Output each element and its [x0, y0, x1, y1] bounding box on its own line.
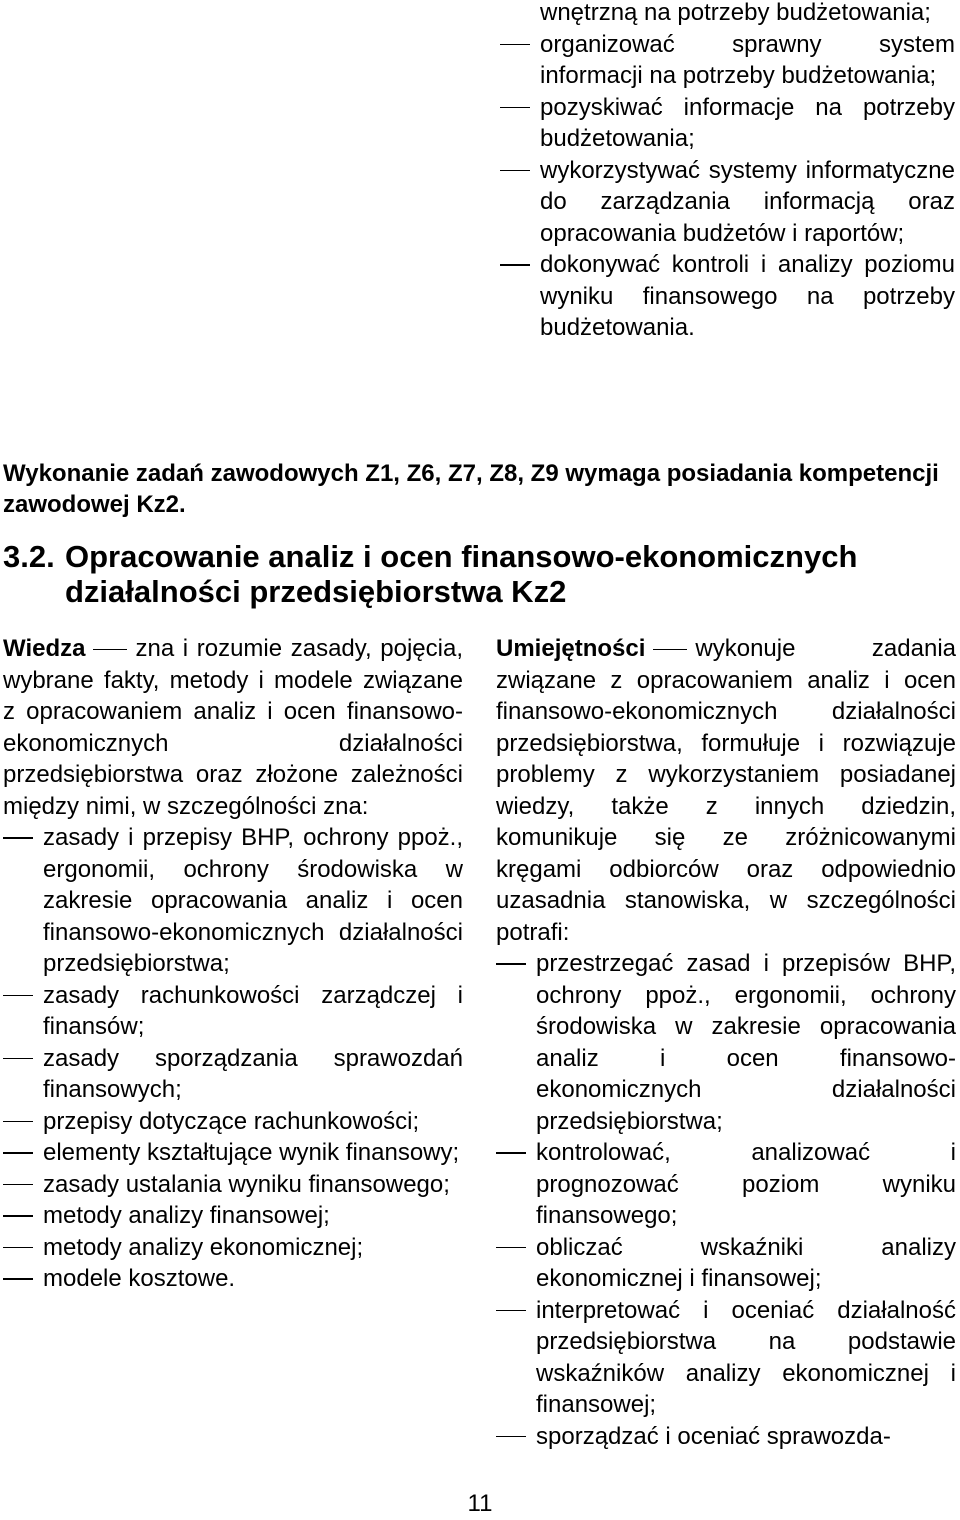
section-number: 3.2.: [3, 539, 55, 574]
knowledge-column: [3, 633, 463, 1295]
skills-heading: Umiejętności: [496, 635, 646, 662]
list-item: dokonywać kontroli i analizy poziomu wyniku finansowego na potrzeby budżetowania.: [500, 249, 955, 344]
page-number: 11: [467, 1490, 493, 1517]
list-item: sporządzać i oceniać sprawozda-: [496, 1421, 956, 1453]
section-heading: [3, 539, 943, 609]
list-item: przepisy dotyczące rachunkowości;: [3, 1106, 463, 1138]
list-item: przestrzegać zasad i przepisów BHP, ochrony ppoż., ergonomii, ochrony środowiska w zakresie opracowania analiz i ocen finansowo-ekonomicznych działalności przedsiębiorstwa;: [496, 948, 956, 1137]
skills-column: [496, 633, 956, 1452]
list-item: zasady rachunkowości zarządczej i finansów;: [3, 980, 463, 1043]
section-title-line1: Opracowanie analiz i ocen finansowo-ekonomicznych: [65, 539, 858, 574]
list-item: obliczać wskaźniki analizy ekonomicznej i finansowej;: [496, 1232, 956, 1295]
list-item: organizować sprawny system informacji na potrzeby budżetowania;: [500, 29, 955, 92]
list-item: interpretować i oceniać działalność przedsiębiorstwa na podstawie wskaźników analizy ekonomicznej i finansowej;: [496, 1295, 956, 1421]
list-item: kontrolować, analizować i prognozować poziom wyniku finansowego;: [496, 1137, 956, 1232]
skills-intro: [496, 633, 956, 948]
list-item: elementy kształtujące wynik finansowy;: [3, 1137, 463, 1169]
skills-list: [496, 948, 956, 1452]
continued-fragment: wnętrzną na potrzeby budżetowania;: [540, 0, 931, 26]
skills-intro-text: wykonuje zadania związane z opracowaniem analiz i ocen finansowo-ekonomicznych działalności przedsiębiorstwa, formułuje i rozwiązuje problemy z wykorzystaniem posiadanej wiedzy, także z innych dziedzin, komunikuje się ze zróżnicowanymi kręgami odbiorców oraz odpowiednio uzasadnia stanowiska, w szczególności potrafi:: [496, 635, 956, 946]
continued-bullet-list: [500, 29, 955, 344]
list-item: metody analizy ekonomicznej;: [3, 1232, 463, 1264]
section-title-line2: działalności przedsiębiorstwa Kz2: [65, 574, 567, 609]
list-item: modele kosztowe.: [3, 1263, 463, 1295]
knowledge-list: [3, 822, 463, 1295]
list-item: zasady i przepisy BHP, ochrony ppoż., ergonomii, ochrony środowiska w zakresie opracowania analiz i ocen finansowo-ekonomicznych działalności przedsiębiorstwa;: [3, 822, 463, 980]
list-item: pozyskiwać informacje na potrzeby budżetowania;: [500, 92, 955, 155]
dash-separator: [653, 649, 687, 651]
requirement-note: Wykonanie zadań zawodowych Z1, Z6, Z7, Z8, Z9 wymaga posiadania kompetencji zawodowej Kz2.: [3, 460, 939, 518]
dash-separator: [93, 649, 127, 651]
knowledge-intro-text: zna i rozumie zasady, pojęcia, wybrane fakty, metody i modele związane z opracowaniem analiz i ocen finansowo-ekonomicznych działalności przedsiębiorstwa oraz złożone zależności między nimi, w szczególności zna:: [3, 635, 463, 820]
knowledge-intro: [3, 633, 463, 822]
continued-skills-list: [500, 0, 955, 344]
list-item: wykorzystywać systemy informatyczne do zarządzania informacją oraz opracowania budżetów i raportów;: [500, 155, 955, 250]
list-item: zasady ustalania wyniku finansowego;: [3, 1169, 463, 1201]
knowledge-heading: Wiedza: [3, 635, 86, 662]
list-item: zasady sporządzania sprawozdań finansowych;: [3, 1043, 463, 1106]
list-item: metody analizy finansowej;: [3, 1200, 463, 1232]
